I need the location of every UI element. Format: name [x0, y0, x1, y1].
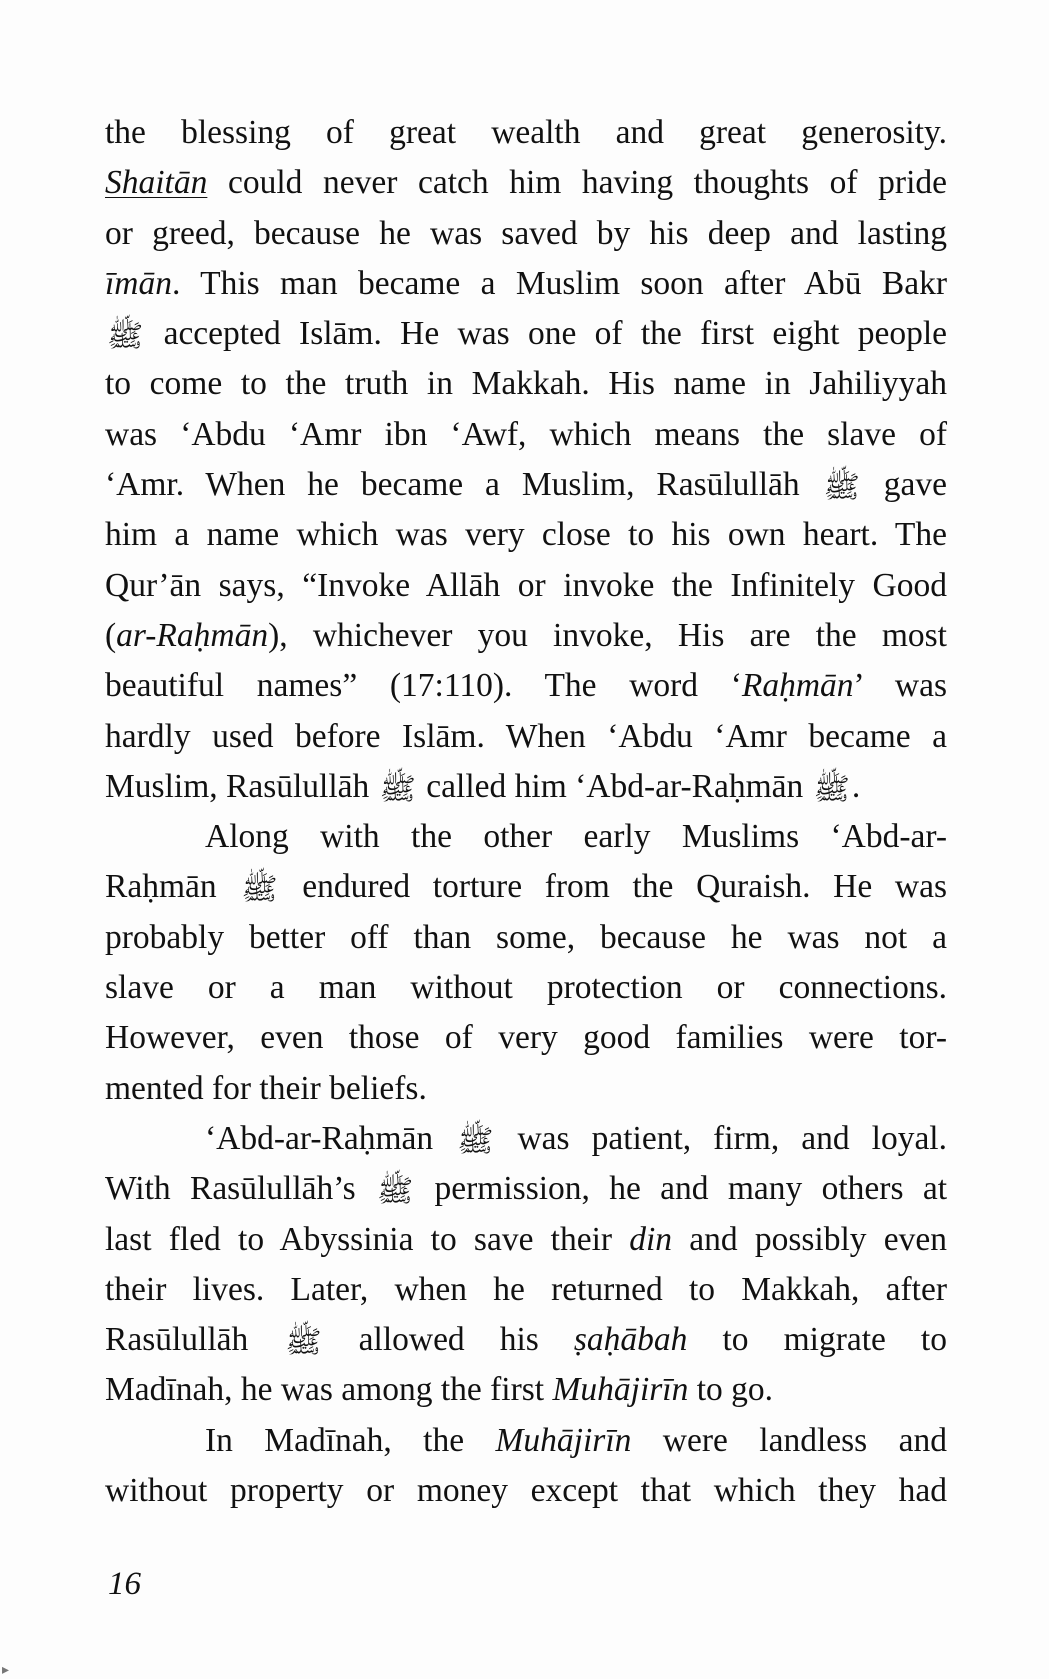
body-text [105, 108, 947, 1516]
italic-term: ṣaḥābah [573, 1321, 688, 1359]
honorific-icon: ﷺ [379, 772, 416, 806]
text-segment: could never catch him having thoughts of pride [207, 164, 947, 202]
text-line [105, 963, 947, 1013]
text-segment: ‘Amr. When he became a Muslim, Rasūlullāh [105, 466, 822, 504]
text-segment: hardly used before Islām. When ‘Abdu ‘Amr became a [105, 717, 947, 755]
text-line [105, 1013, 947, 1063]
text-line [105, 762, 947, 812]
italic-term: Shaitān [105, 164, 208, 202]
text-segment: to come to the truth in Makkah. His name in Jahiliyyah [105, 365, 947, 403]
text-segment: . This man became a Muslim soon after Abū Bakr [172, 264, 947, 302]
text-line [105, 712, 947, 762]
text-line [105, 1365, 947, 1415]
text-segment: slave or a man without protection or connections. [105, 969, 947, 1007]
text-segment: gave [861, 466, 947, 504]
text-segment: Madīnah, he was among the first [105, 1371, 553, 1409]
text-line [105, 1064, 947, 1114]
text-segment: allowed his [323, 1321, 574, 1359]
honorific-icon: ﷺ [107, 320, 144, 354]
text-segment: without property or money except that which they had [105, 1472, 947, 1510]
text-line [105, 1315, 947, 1365]
page-number: 16 [108, 1566, 141, 1602]
text-line [105, 1215, 947, 1265]
text-line [105, 1265, 947, 1315]
text-segment: were landless and [631, 1421, 947, 1459]
honorific-icon: ﷺ [241, 873, 278, 907]
text-line [105, 359, 947, 409]
text-line [105, 1164, 947, 1214]
text-segment: or greed, because he was saved by his deep and lasting [105, 214, 947, 252]
text-segment: In Madīnah, the [205, 1421, 496, 1459]
text-line [105, 410, 947, 460]
text-line [105, 158, 947, 208]
text-segment: Muslim, Rasūlullāh [105, 767, 378, 805]
honorific-icon: ﷺ [813, 772, 850, 806]
text-segment: last fled to Abyssinia to save their [105, 1220, 630, 1258]
text-segment: was ‘Abdu ‘Amr ibn ‘Awf, which means the slave of [105, 415, 947, 453]
text-segment: probably better off than some, because he was not a [105, 918, 947, 956]
honorific-icon: ﷺ [823, 471, 860, 505]
text-segment: to go. [688, 1371, 774, 1409]
text-segment: ), whichever you invoke, His are the most [268, 616, 947, 654]
text-line [105, 862, 947, 912]
text-segment: . [851, 767, 861, 805]
italic-term: Muhājirīn [552, 1371, 689, 1409]
text-line [105, 1466, 947, 1516]
italic-term: īmān [105, 264, 172, 302]
text-segment: their lives. Later, when he returned to Makkah, after [105, 1270, 947, 1308]
italic-term: Raḥmān [741, 667, 854, 705]
text-segment: accepted Islām. He was one of the first eight people [145, 315, 947, 353]
text-line [105, 108, 947, 158]
italic-term: ar-Raḥmān [116, 616, 269, 654]
text-segment: the blessing of great wealth and great generosity. [105, 114, 947, 151]
italic-term: din [629, 1220, 673, 1258]
text-segment: mented for their beliefs. [105, 1069, 427, 1107]
text-segment: ’ was [853, 667, 947, 705]
text-segment: and possibly even [672, 1220, 947, 1258]
text-segment: Along with the other early Muslims ‘Abd-ar- [205, 818, 947, 856]
text-line [105, 309, 947, 359]
text-segment: was patient, firm, and loyal. [495, 1119, 947, 1157]
text-segment: However, even those of very good families were tor- [105, 1019, 947, 1057]
text-segment: beautiful names” (17:110). The word ‘ [105, 667, 742, 705]
text-segment: him a name which was very close to his own heart. The [105, 516, 947, 554]
text-line [105, 259, 947, 309]
text-segment: to migrate to [687, 1321, 947, 1359]
text-line [105, 913, 947, 963]
text-line [105, 1114, 947, 1164]
text-segment: Raḥmān [105, 868, 240, 906]
honorific-icon: ﷺ [457, 1124, 494, 1158]
text-segment: permission, he and many others at [415, 1170, 947, 1208]
italic-term: Muhājirīn [495, 1421, 632, 1459]
text-line [105, 460, 947, 510]
text-line [105, 561, 947, 611]
text-segment: ( [105, 616, 117, 654]
text-segment: endured torture from the Quraish. He was [279, 868, 948, 906]
text-line [105, 1416, 947, 1466]
text-line [105, 661, 947, 711]
text-line [105, 209, 947, 259]
text-segment: With Rasūlullāh’s [105, 1170, 375, 1208]
text-segment: ‘Abd-ar-Raḥmān [205, 1119, 456, 1157]
text-segment: called him ‘Abd-ar-Raḥmān [417, 767, 812, 805]
honorific-icon: ﷺ [285, 1326, 322, 1360]
text-line [105, 611, 947, 661]
text-line [105, 510, 947, 560]
honorific-icon: ﷺ [376, 1175, 414, 1209]
text-segment: Rasūlullāh [105, 1321, 284, 1359]
text-segment: Qur’ān says, “Invoke Allāh or invoke the Infinitely Good [105, 566, 947, 604]
scan-corner-mark: ▸ [2, 1663, 10, 1678]
text-line [105, 812, 947, 862]
